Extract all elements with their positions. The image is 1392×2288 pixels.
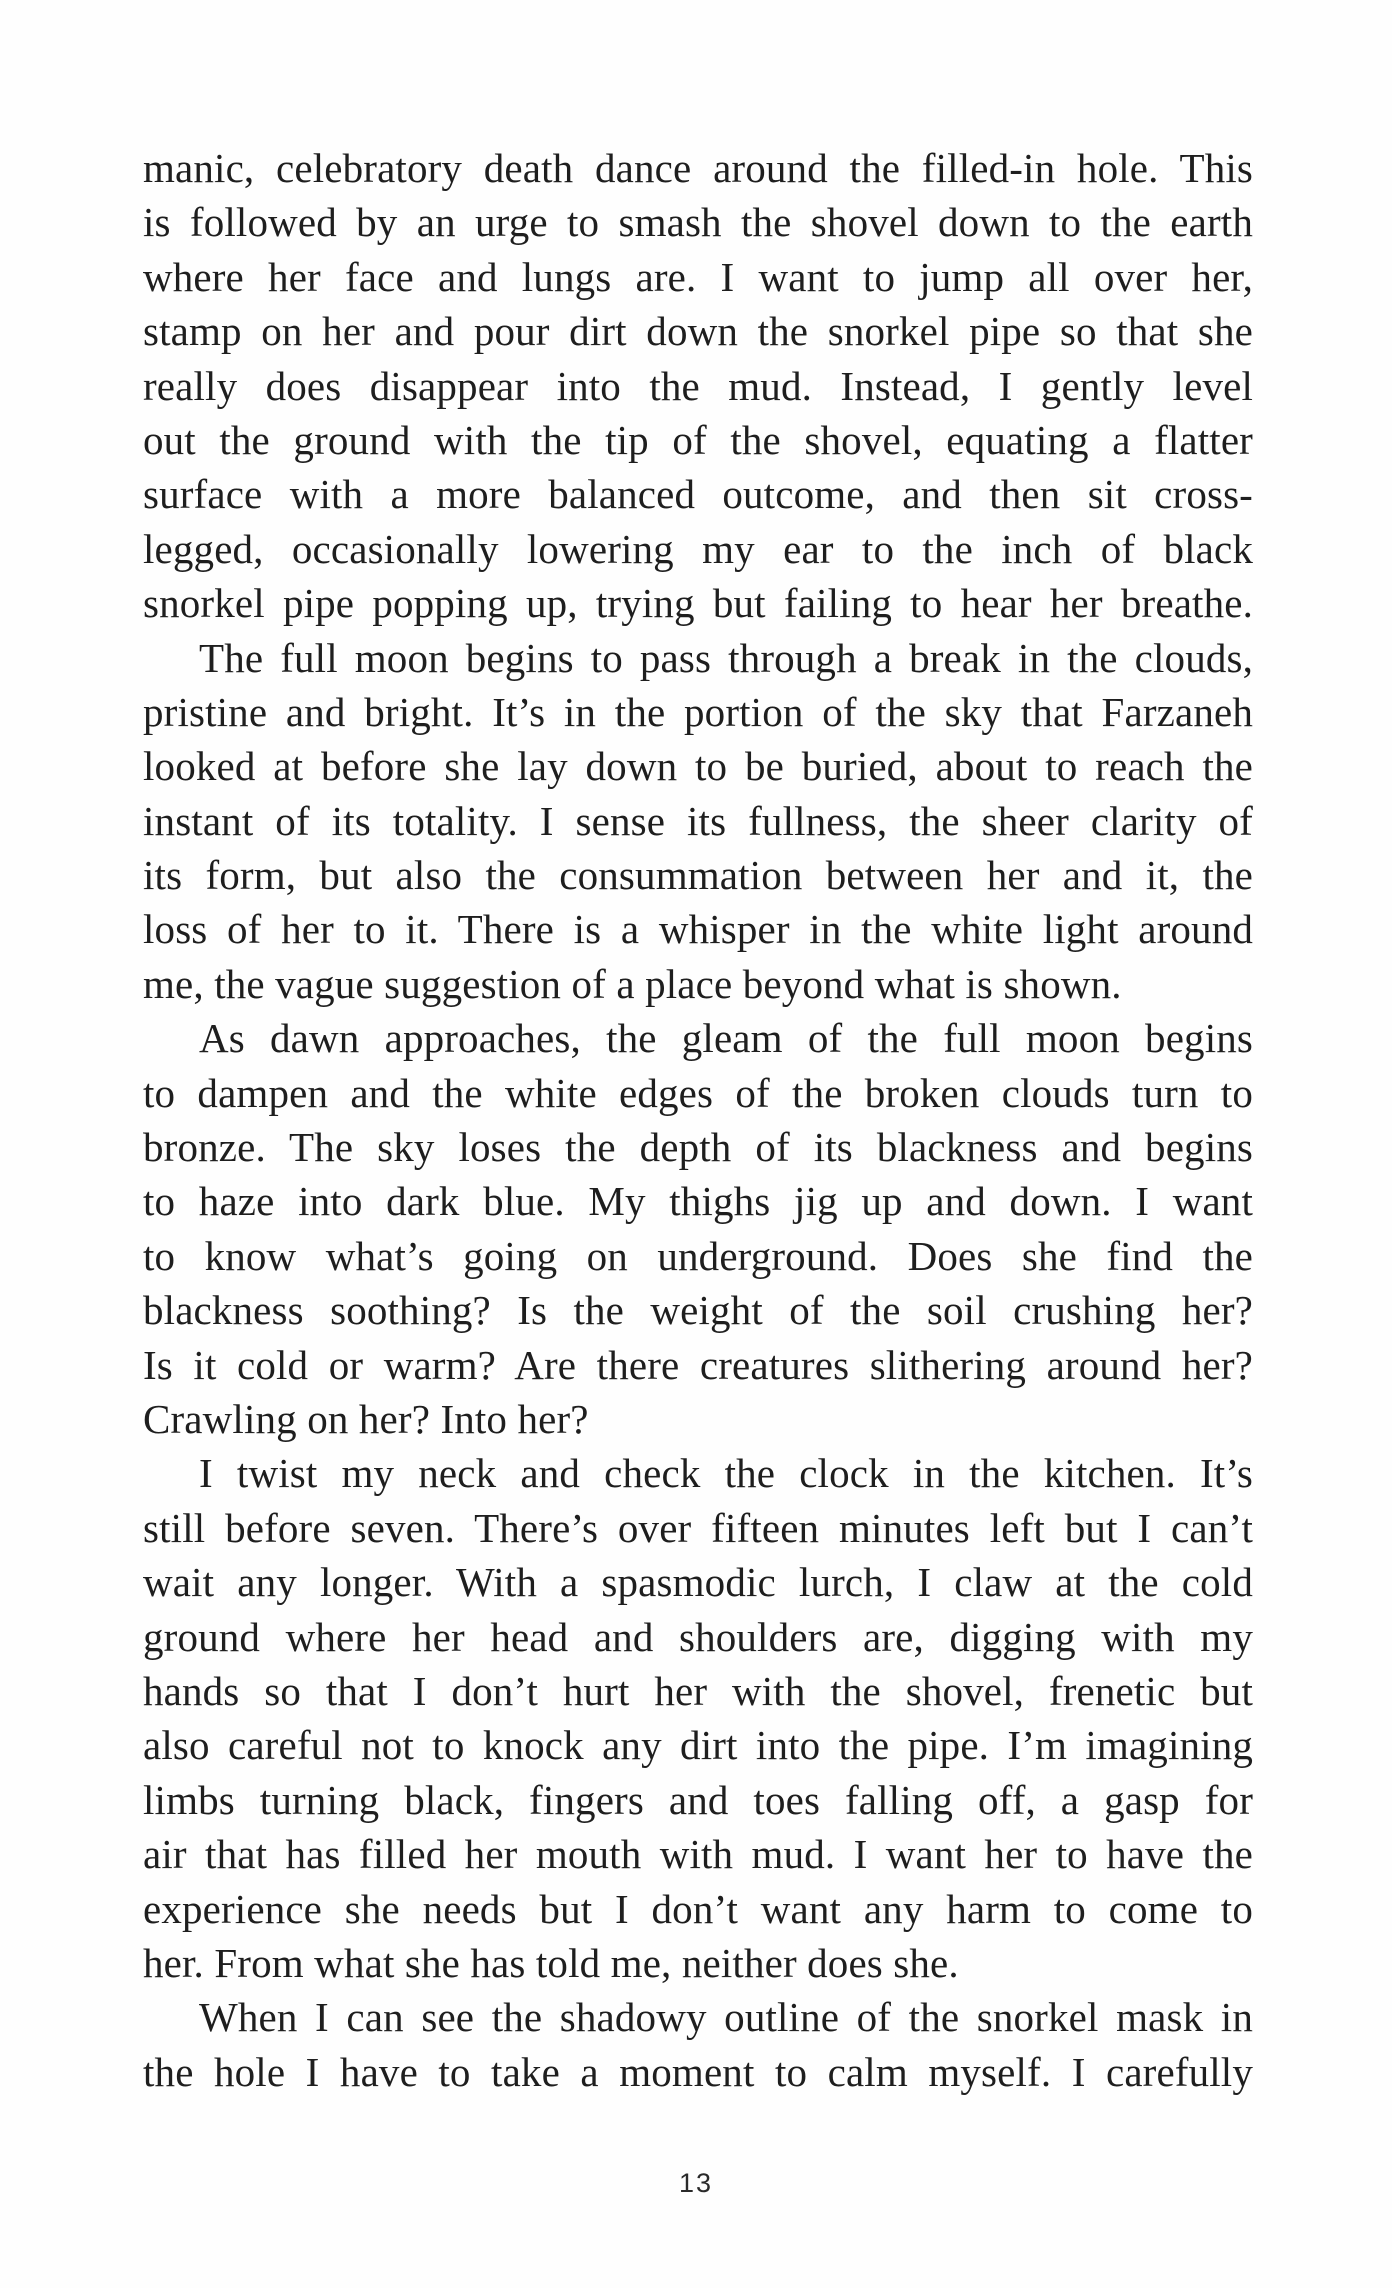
text-line: wait any longer. With a spasmodic lurch, I claw at the cold (143, 1559, 1253, 1606)
text-line: really does disappear into the mud. Instead, I gently level (143, 362, 1253, 409)
text-line: instant of its totality. I sense its fullness, the sheer clarity of (143, 797, 1253, 844)
text-line: air that has filled her mouth with mud. I want her to have the (143, 1831, 1253, 1878)
text-line: snorkel pipe popping up, trying but failing to hear her breathe. (143, 580, 1253, 627)
text-line: bronze. The sky loses the depth of its blackness and begins (143, 1124, 1253, 1171)
paragraph (143, 1990, 1253, 2099)
text-line: experience she needs but I don’t want any harm to come to (143, 1885, 1253, 1932)
text-line: also careful not to knock any dirt into the pipe. I’m imagining (143, 1722, 1253, 1769)
text-line: blackness soothing? Is the weight of the soil crushing her? (143, 1287, 1253, 1334)
text-line: to dampen and the white edges of the broken clouds turn to (143, 1069, 1253, 1116)
text-line: out the ground with the tip of the shovel, equating a flatter (143, 416, 1253, 463)
text-line: legged, occasionally lowering my ear to the inch of black (143, 525, 1253, 572)
text-line: ground where her head and shoulders are, digging with my (143, 1613, 1253, 1660)
paragraph (143, 1011, 1253, 1446)
text-line: hands so that I don’t hurt her with the shovel, frenetic but (143, 1667, 1253, 1714)
text-line: the hole I have to take a moment to calm myself. I carefully (143, 2048, 1253, 2095)
page-number: 13 (678, 2168, 714, 2198)
body-text (143, 141, 1253, 2099)
paragraph (143, 631, 1253, 1012)
text-line: As dawn approaches, the gleam of the full moon begins (199, 1015, 1253, 1062)
text-line: her. From what she has told me, neither does she. (143, 1939, 959, 1986)
text-line: When I can see the shadowy outline of the snorkel mask in (199, 1994, 1253, 2041)
paragraph (143, 141, 1253, 631)
text-line: where her face and lungs are. I want to jump all over her, (143, 253, 1253, 300)
text-line: still before seven. There’s over fifteen minutes left but I can’t (143, 1504, 1253, 1551)
text-line: looked at before she lay down to be buried, about to reach the (143, 743, 1253, 790)
text-line: loss of her to it. There is a whisper in the white light around (143, 906, 1253, 953)
text-line: Crawling on her? Into her? (143, 1395, 589, 1442)
text-line: me, the vague suggestion of a place beyond what is shown. (143, 960, 1122, 1007)
text-line: pristine and bright. It’s in the portion of the sky that Farzaneh (143, 688, 1253, 735)
text-line: Is it cold or warm? Are there creatures slithering around her? (143, 1341, 1253, 1388)
text-line: its form, but also the consummation between her and it, the (143, 852, 1253, 899)
text-line: stamp on her and pour dirt down the snorkel pipe so that she (143, 308, 1253, 355)
text-line: I twist my neck and check the clock in the kitchen. It’s (199, 1450, 1253, 1497)
text-line: The full moon begins to pass through a break in the clouds, (199, 634, 1253, 681)
paragraph (143, 1446, 1253, 1990)
text-line: limbs turning black, fingers and toes falling off, a gasp for (143, 1776, 1253, 1823)
text-line: surface with a more balanced outcome, and then sit cross- (143, 471, 1253, 518)
text-line: manic, celebratory death dance around the filled-in hole. This (143, 145, 1253, 191)
text-line: to haze into dark blue. My thighs jig up and down. I want (143, 1178, 1253, 1225)
text-line: to know what’s going on underground. Does she find the (143, 1232, 1253, 1279)
text-line: is followed by an urge to smash the shovel down to the earth (143, 199, 1253, 246)
